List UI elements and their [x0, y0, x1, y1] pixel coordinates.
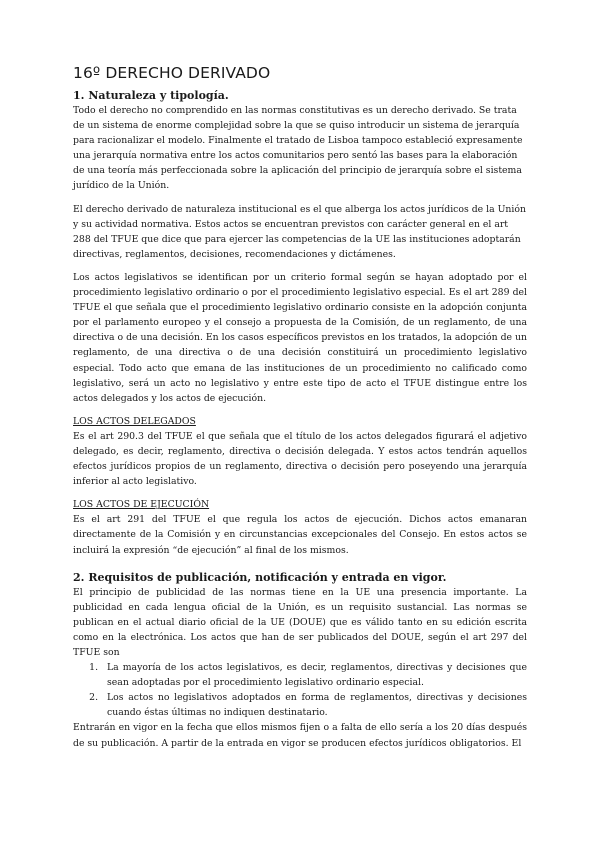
list-item: 1. La mayoría de los actos legislativos, es decir, reglamentos, directivas y decisiones que sean adoptadas por el procedimiento legislativo ordinario especial. — [101, 660, 527, 690]
list-item: 2. Los actos no legislativos adoptados en forma de reglamentos, directivas y decisiones cuando éstas últimas no indiquen destinatario. — [101, 690, 527, 720]
subheading-actos-ejecucion: LOS ACTOS DE EJECUCIÓN — [73, 499, 210, 511]
subheading-actos-delegados: LOS ACTOS DELEGADOS — [73, 415, 196, 427]
paragraph: Todo el derecho no comprendido en las normas constitutivas es un derecho derivado. Se trata de un sistema de enorme complejidad sobre la que se quiso introducir un sistema de jerarquía para racionalizar el modelo. Finalmente el tratado de Lisboa tampoco estableció expresamente una jerarquía normativa entre los actos comunitarios pero sentó las bases para la elaboración de una teoría más perfeccionada sobre la aplicación del principio de jerarquía sobre el sistema jurídico de la Unión. — [73, 105, 523, 192]
numbered-list — [73, 660, 527, 720]
paragraph: El derecho derivado de naturaleza institucional es el que alberga los actos jurídicos de la Unión y su actividad normativa. Estos actos se encuentran previstos con carácter general en el art 288 del TFUE que dice que para ejercer las competencias de la UE las instituciones adoptarán directivas, reglamentos, decisiones, recomendaciones y dictámenes. — [73, 203, 526, 260]
page-title: 16º DERECHO DERIVADO — [73, 64, 271, 82]
paragraph: Entrarán en vigor en la fecha que ellos mismos fijen o a falta de ello sería a los 20 días después de su publicación. A partir de la entrada en vigor se producen efectos jurídicos obligatorios. El — [73, 722, 527, 749]
paragraph: El principio de publicidad de las normas tiene en la UE una presencia importante. La publicidad en cada lengua oficial de la Unión, es un requisito sustancial. Las normas se publican en el actual diario oficial de la UE (DOUE) que es válido tanto en su edición escrita como en la electrónica. Los actos que han de ser publicados del DOUE, según el art 297 del TFUE son — [73, 586, 527, 658]
section-heading: 1. Naturaleza y tipología. — [73, 89, 229, 102]
section-heading: 2. Requisitos de publicación, notificación y entrada en vigor. — [73, 570, 447, 584]
paragraph: Los actos legislativos se identifican por un criterio formal según se hayan adoptado por el procedimiento legislativo ordinario o por el procedimiento legislativo especial. Es el art 289 del TFUE el que señala que el procedimiento legislativo ordinario consiste en la adopción conjunta por el parlamento europeo y el consejo a propuesta de la Comisión, de un reglamento, de una directiva o de una decisión. En los casos específicos previstos en los tratados, la adopción de un reglamento, de una directiva o de una decisión constituirá un procedimiento legislativo especial. Todo acto que emana de las instituciones de un procedimiento no calificado como legislativo, será un acto no legislativo y entre este tipo de acto el TFUE distingue entre los actos delegados y los actos de ejecución. — [73, 271, 527, 404]
paragraph: Es el art 290.3 del TFUE el que señala que el título de los actos delegados figurará el adjetivo delegado, es decir, reglamento, directiva o decisión delegada. Y estos actos tendrán aquellos efectos jurídicos propios de un reglamento, directiva o decisión pero poseyendo una jerarquía inferior al acto legislativo. — [73, 430, 527, 488]
paragraph: Es el art 291 del TFUE el que regula los actos de ejecución. Dichos actos emanaran directamente de la Comisión y en circunstancias excepcionales del Consejo. En estos actos se incluirá la expresión “de ejecución” al final de los mismos. — [73, 514, 527, 556]
section-naturaleza — [73, 88, 527, 558]
section-requisitos — [73, 570, 527, 751]
